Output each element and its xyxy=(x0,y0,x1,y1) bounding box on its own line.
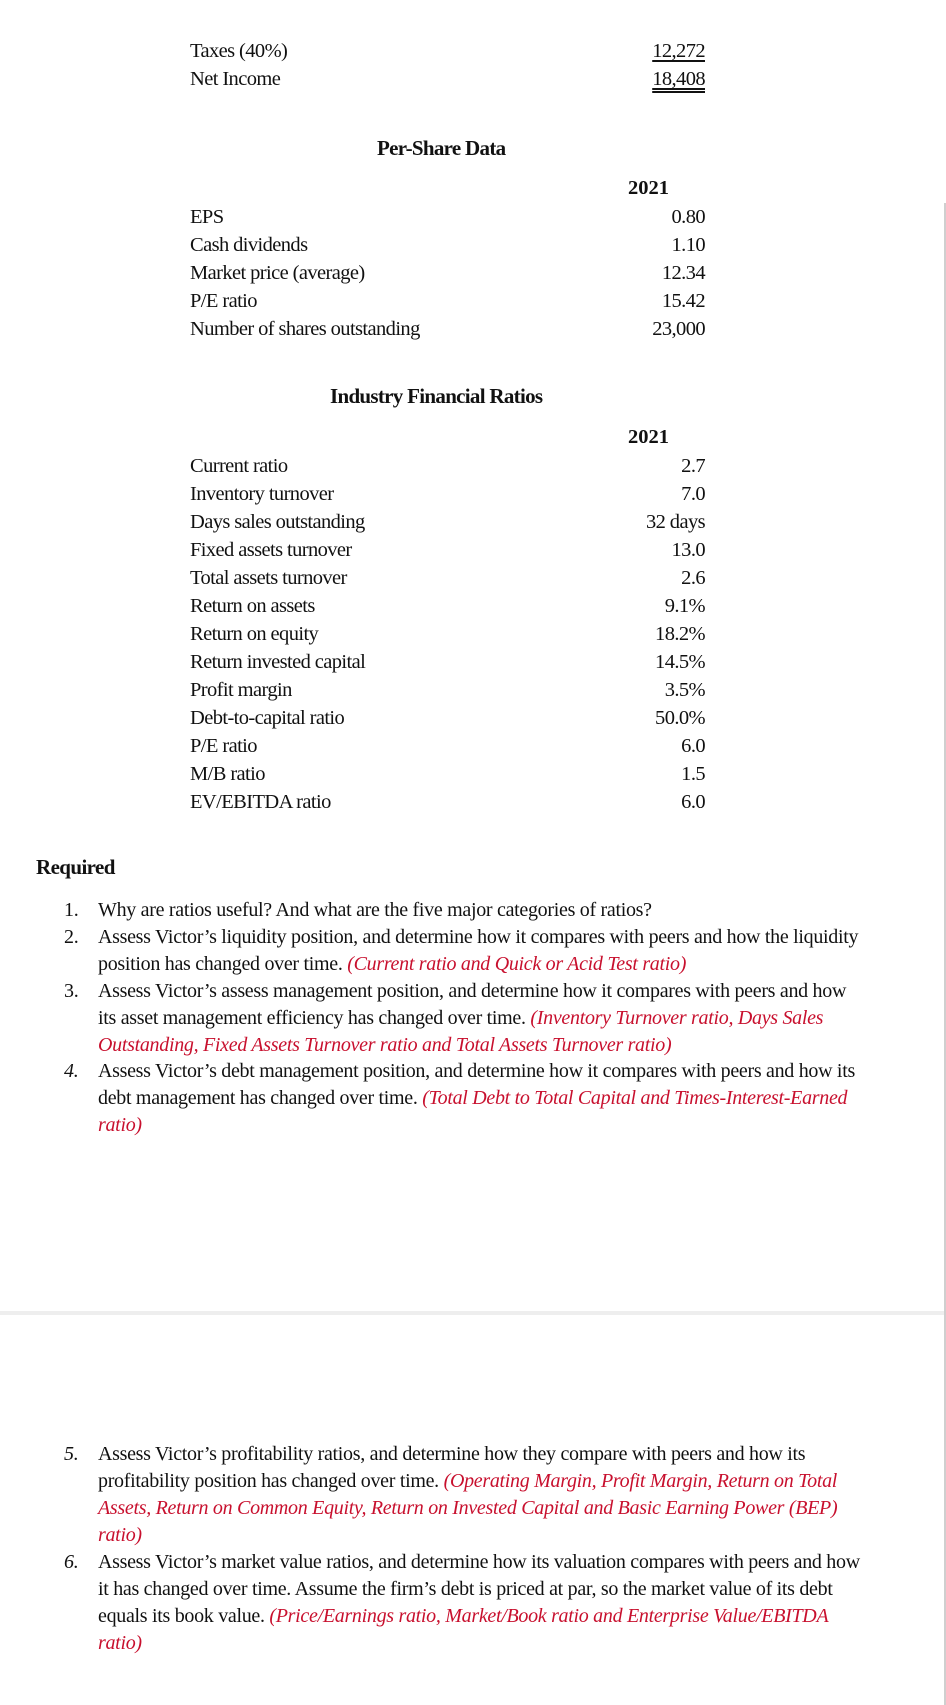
question-6 xyxy=(64,1549,864,1657)
row-label: Fixed assets turnover xyxy=(190,539,352,561)
per-share-year: 2021 xyxy=(628,177,669,199)
row-value: 6.0 xyxy=(681,735,705,757)
row-value: 1.5 xyxy=(681,763,705,785)
per-share-row xyxy=(190,318,705,346)
question-text: Assess Victor’s profitability ratios, and determine how they compare with peers and how its profitability position has changed over time. xyxy=(98,1443,806,1492)
industry-row xyxy=(190,455,705,483)
row-value: 0.80 xyxy=(671,206,705,228)
row-value: 2.7 xyxy=(681,455,705,477)
industry-row xyxy=(190,679,705,707)
row-value: 13.0 xyxy=(671,539,705,561)
row-label: Return invested capital xyxy=(190,651,366,673)
row-label: Inventory turnover xyxy=(190,483,334,505)
income-value: 12,272 xyxy=(652,40,705,62)
industry-row xyxy=(190,791,705,819)
row-value: 2.6 xyxy=(681,567,705,589)
question-hint: (Current ratio and Quick or Acid Test ratio) xyxy=(347,953,687,975)
question-hint: (Total Debt to Total Capital and Times-Interest-Earned ratio) xyxy=(98,1087,848,1136)
industry-row xyxy=(190,763,705,791)
question-number: 6. xyxy=(64,1551,79,1573)
industry-row xyxy=(190,595,705,623)
question-number: 4. xyxy=(64,1060,79,1082)
row-value: 32 days xyxy=(645,511,705,533)
row-label: Cash dividends xyxy=(190,234,308,256)
question-4 xyxy=(64,1058,864,1139)
industry-row xyxy=(190,651,705,679)
row-label: Total assets turnover xyxy=(190,567,347,589)
industry-row xyxy=(190,539,705,567)
row-label: M/B ratio xyxy=(190,763,265,785)
row-value: 9.1% xyxy=(664,595,705,617)
per-share-row xyxy=(190,234,705,262)
row-value: 12.34 xyxy=(661,262,705,284)
question-hint: (Operating Margin, Profit Margin, Return on Total Assets, Return on Common Equity, Return on Invested Capital and Basic Earning Power (BEP) ratio) xyxy=(98,1470,838,1546)
per-share-row xyxy=(190,262,705,290)
required-heading: Required xyxy=(36,855,115,879)
question-5 xyxy=(64,1441,864,1549)
industry-row xyxy=(190,483,705,511)
income-row-taxes xyxy=(190,40,705,68)
row-label: P/E ratio xyxy=(190,735,257,757)
question-hint: (Price/Earnings ratio, Market/Book ratio and Enterprise Value/EBITDA ratio) xyxy=(98,1605,829,1654)
income-row-net-income xyxy=(190,68,705,96)
question-text: Assess Victor’s market value ratios, and determine how its valuation compares with peers and how it has changed over time. Assume the firm’s debt is priced at par, so the market value of its debt equals its book value. xyxy=(98,1551,860,1627)
industry-row xyxy=(190,707,705,735)
per-share-title: Per-Share Data xyxy=(377,136,506,160)
row-value: 23,000 xyxy=(652,318,705,340)
row-value: 1.10 xyxy=(671,234,705,256)
industry-title: Industry Financial Ratios xyxy=(330,384,543,408)
row-value: 14.5% xyxy=(655,651,705,673)
industry-row xyxy=(190,623,705,651)
question-1 xyxy=(64,897,864,924)
row-value: 15.42 xyxy=(661,290,705,312)
row-label: Market price (average) xyxy=(190,262,365,284)
row-label: P/E ratio xyxy=(190,290,257,312)
income-value: 18,408 xyxy=(652,68,705,90)
row-label: EPS xyxy=(190,206,224,228)
industry-row xyxy=(190,511,705,539)
row-label: Current ratio xyxy=(190,455,288,477)
per-share-row xyxy=(190,206,705,234)
question-number: 5. xyxy=(64,1443,79,1465)
question-text: Why are ratios useful? And what are the five major categories of ratios? xyxy=(98,899,652,921)
question-3 xyxy=(64,978,864,1059)
industry-row xyxy=(190,567,705,595)
question-number: 1. xyxy=(64,899,79,921)
industry-year: 2021 xyxy=(628,426,669,448)
row-value: 3.5% xyxy=(664,679,705,701)
income-label: Taxes (40%) xyxy=(190,40,288,62)
row-label: EV/EBITDA ratio xyxy=(190,791,331,813)
row-value: 6.0 xyxy=(681,791,705,813)
per-share-row xyxy=(190,290,705,318)
question-2 xyxy=(64,924,864,978)
question-text: Assess Victor’s liquidity position, and determine how it compares with peers and how the liquidity position has changed over time. xyxy=(98,926,859,975)
income-label: Net Income xyxy=(190,68,281,90)
row-value: 7.0 xyxy=(681,483,705,505)
row-label: Debt-to-capital ratio xyxy=(190,707,345,729)
row-label: Number of shares outstanding xyxy=(190,318,420,340)
row-value: 50.0% xyxy=(655,707,705,729)
industry-row xyxy=(190,735,705,763)
row-label: Return on equity xyxy=(190,623,319,645)
row-label: Profit margin xyxy=(190,679,292,701)
question-number: 2. xyxy=(64,926,79,948)
question-hint: (Inventory Turnover ratio, Days Sales Outstanding, Fixed Assets Turnover ratio and Total Assets Turnover ratio) xyxy=(98,1007,824,1056)
page-gap xyxy=(0,1311,944,1315)
question-text: Assess Victor’s debt management position, and determine how it compares with peers and how its debt management has changed over time. xyxy=(98,1060,855,1109)
question-text: Assess Victor’s assess management position, and determine how it compares with peers and how its asset management efficiency has changed over time. xyxy=(98,980,847,1029)
question-number: 3. xyxy=(64,980,79,1002)
row-label: Return on assets xyxy=(190,595,315,617)
row-value: 18.2% xyxy=(655,623,705,645)
row-label: Days sales outstanding xyxy=(190,511,365,533)
